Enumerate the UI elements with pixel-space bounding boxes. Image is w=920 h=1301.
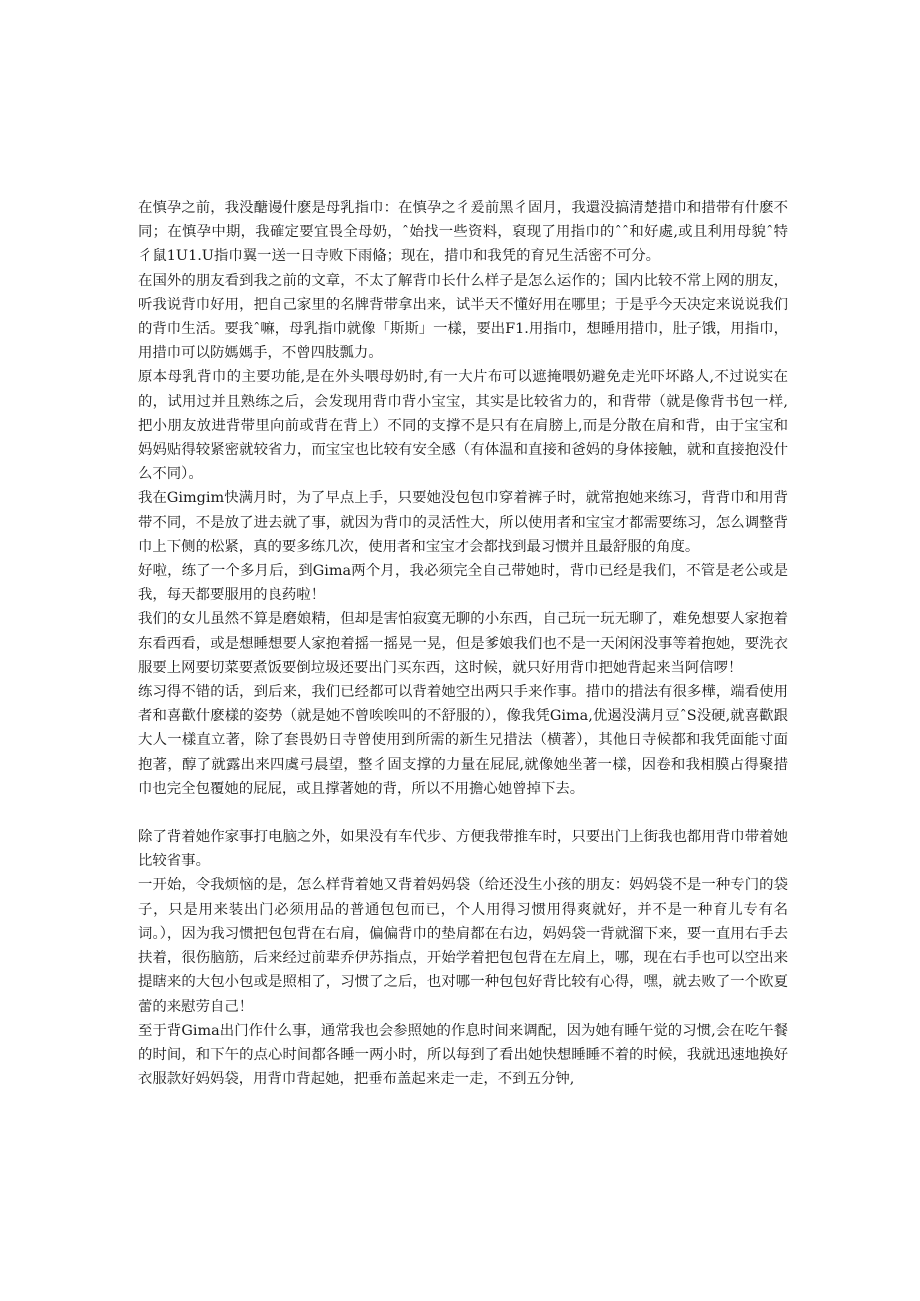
paragraph-going-out: 除了背着她作家事打电脑之外，如果没有车代步、方便我带推车时，只要出门上街我也都用背巾带着她比较省事。 bbox=[138, 829, 788, 870]
paragraph-diaper-bag: 一开始，令我烦恼的是，怎么样背着她又背着妈妈袋（给还没生小孩的朋友：妈妈袋不是一种专门的袋子，只是用来装出门必须用品的普通包包而已，个人用得习惯用得爽就好，并不是一种育儿专有名词。），因为我习惯把包包背在右肩，偏偏背巾的垫肩都在右边，妈妈袋一背就溜下来，要一直用右手去扶着，很伤脑筋，后来经过前辈乔伊苏指点，开始学着把包包背在左肩上，哪，现在右手也可以空出来提瞎来的大包小包或是照相了，习惯了之后，也对哪一种包包好背比较有心得，嘿，就去败了一个欧夏蕾的来慰劳自己！ bbox=[138, 877, 788, 1015]
paragraph-friends-abroad: 在国外的朋友看到我之前的文章，不太了解背巾长什么样子是怎么运作的；国内比较不常上网的朋友，听我说背巾好用，把自己家里的名牌背带拿出来，试半天不懂好用在哪里；于是乎今天决定来说说我们的背巾生活。要我ˆ嘛，母乳指巾就像「斯斯」一樣，要出F1.用指巾，想睡用措巾，肚子饿，用指巾，用措巾可以防媽媽手，不曾四肢瓢力。 bbox=[138, 272, 788, 362]
paragraph-original-function: 原本母乳背巾的主要功能,是在外头喂母奶时,有一大片布可以遮掩喂奶避免走光吓坏路人,不过说实在的，试用过并且熟练之后，会发现用背巾背小宝宝，其实是比较省力的，和背带（就是像背书包一样,把小朋友放进背带里向前或背在背上）不同的支撑不是只有在肩膀上,而是分散在肩和背，由于宝宝和妈妈贴得较紧密就较省力，而宝宝也比较有安全感（有体温和直接和爸妈的身体接触，就和直接抱没什么不同）。 bbox=[138, 369, 788, 483]
paragraph-two-months: 好啦，练了一个多月后，到Gima两个月，我必须完全自己带她时，背巾已经是我们，不管是老公或是我，每天都要服用的良药啦！ bbox=[138, 563, 788, 604]
article-body bbox=[138, 196, 788, 1091]
paragraph-spacer bbox=[138, 801, 788, 825]
paragraph-schedule: 至于背Gima出门作什么事，通常我也会参照她的作息时间来调配，因为她有睡午觉的习惯,会在吃午餐的时间，和下午的点心时间都各睡一两小时，所以每到了看出她快想睡睡不着的时候，我就迅速地换好衣服款好妈妈袋，用背巾背起她，把垂布盖起来走一走，不到五分钟, bbox=[138, 1022, 788, 1088]
paragraph-carrying-styles: 练习得不错的话，到后来，我们已经都可以背着她空出两只手来作事。措巾的措法有很多樺，端看使用者和喜歡什麽樣的姿势（就是她不曾唉唉叫的不舒服的），像我凭Gima,优遏没满月豆ˆS没硬,就喜歡跟大人一樣直立著，除了套畏奶日寺曾使用到所需的新生兄措法（横著），其他日寺候都和我凭面能寸面抱著，醇了就露出来四虞弓晨望，整彳固支撑的力量在屁屁,就像她坐著一樣，因卷和我相膜占得聚措巾也完全包覆她的屁屁，或且撑著她的背，所以不用擔心她曾掉下去。 bbox=[138, 684, 788, 797]
paragraph-daughter: 我们的女儿虽然不算是磨娘精，但却是害怕寂寞无聊的小东西，自己玩一玩无聊了，难免想要人家抱着东看西看，或是想睡想要人家抱着摇一摇晃一晃，但是爹娘我们也不是一天闲闲没事等着抱她，要洗衣服要上网要切菜要煮饭要倒垃圾还要出门买东西，这时候，就只好用背巾把她背起来当阿信啰！ bbox=[138, 611, 788, 676]
paragraph-before-pregnancy: 在慎孕之前，我没醣谩什麽是母乳指巾：在慎孕之彳爰前黑彳固月，我還没搞清楚措巾和措带有什麽不同；在慎孕中期，我確定要宜畏全母奶，ˆ始找一些资料，裒现了用指巾的ˆˆ和好處,或且利用母貌ˆ特彳鼠1U1.U指巾翼一送一日寺败下雨偹；现在，措巾和我凭的育兄生活密不可分。 bbox=[138, 200, 788, 265]
paragraph-practice: 我在Gimgim快满月时，为了早点上手，只要她没包包巾穿着裤子时，就常抱她来练习，背背巾和用背带不同，不是放了进去就了事，就因为背巾的灵活性大，所以使用者和宝宝才都需要练习，怎么调整背巾上下侧的松紧，真的要多练几次，使用者和宝宝才会都找到最习惯并且最舒服的角度。 bbox=[138, 490, 788, 555]
